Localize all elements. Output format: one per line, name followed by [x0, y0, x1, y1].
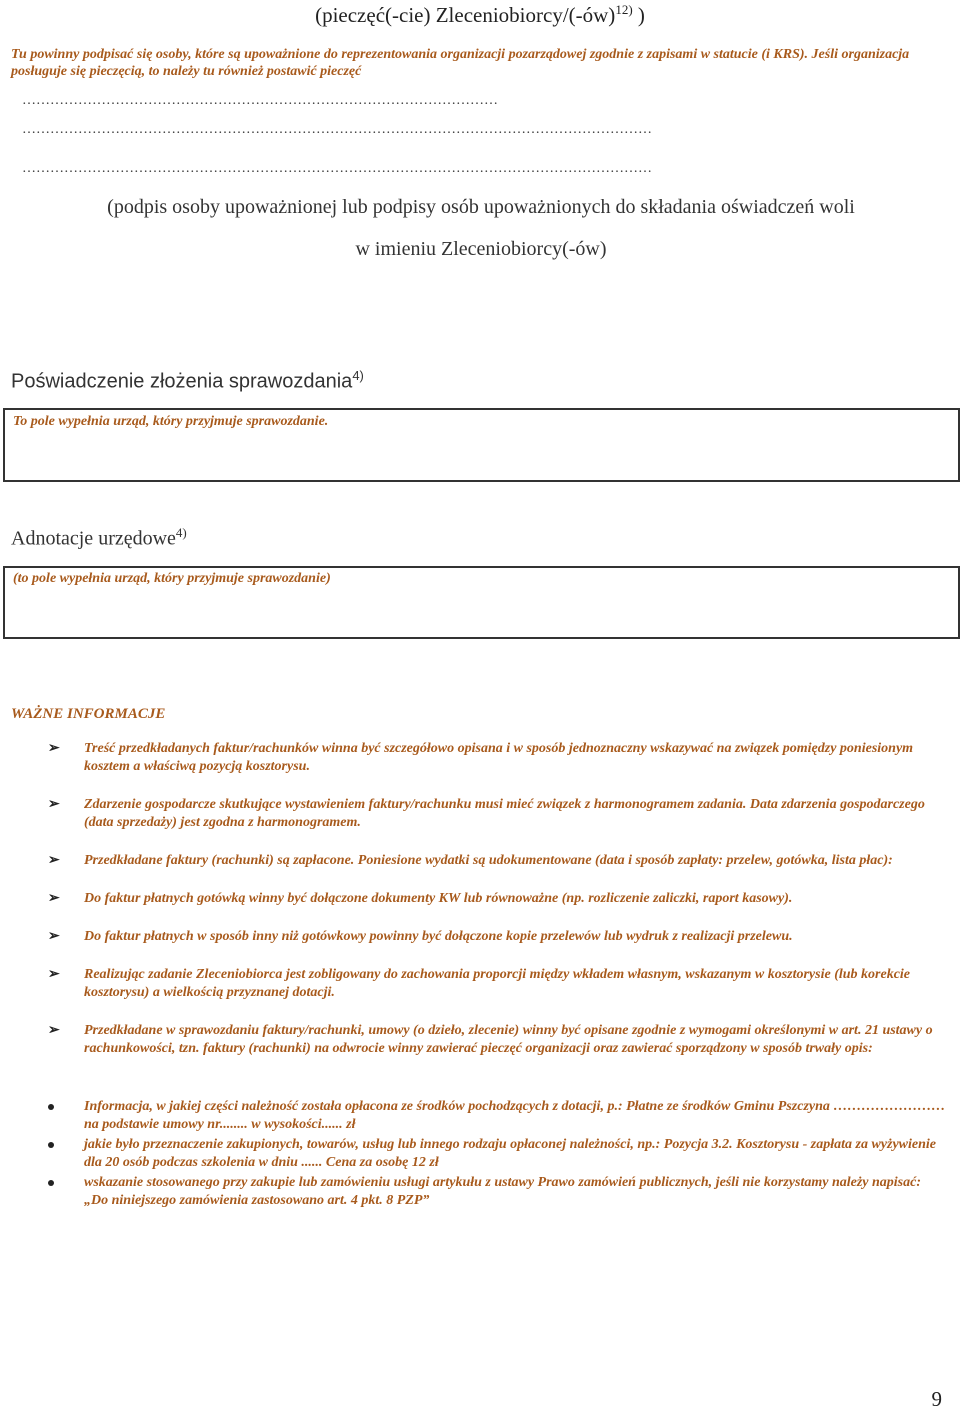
- annotations-box[interactable]: [3, 566, 960, 639]
- list-item: [48, 1174, 948, 1210]
- list-item: [48, 1136, 948, 1172]
- list-item-text: Zdarzenie gospodarcze skutkujące wystawieniem faktury/rachunku musi mieć związek z harmonogramem zadania. Data zdarzenia gospodarczego (data sprzedaży) jest zgodna z harmonogramem.: [84, 797, 925, 830]
- signature-label-line1: (podpis osoby upoważnionej lub podpisy osób upoważnionych do składania oświadczeń woli: [107, 196, 855, 218]
- signature-label-line2: w imieniu Zleceniobiorcy(-ów): [355, 238, 607, 260]
- list-item: [48, 890, 948, 908]
- annotations-title: [11, 525, 187, 551]
- list-item-text: Przedkładane w sprawozdaniu faktury/rachunki, umowy (o dzieło, zlecenie) winny być opisane zgodnie z wymogami określonymi w art. 21 ustawy o rachunkowości, tzn. faktury (rachunki) na odwrocie winny zawierać pieczęć organizacji oraz zawierać sporządzony w sposób trwały opis:: [84, 1023, 933, 1056]
- list-item-text: Informacja, w jakiej części należność została opłacona ze środków pochodzących z dotacji, p.: Płatne ze środków Gminu Pszczyna …………………… na podstawie umowy nr........ w wysokości...... zł: [84, 1099, 946, 1132]
- list-item: [48, 796, 948, 832]
- list-item: [48, 1098, 948, 1134]
- description-bullets: [48, 1098, 948, 1212]
- stamp-caption-close: ): [632, 3, 645, 27]
- dot-bullet-icon: [48, 1104, 54, 1110]
- annotations-title-text: Adnotacje urzędowe: [11, 527, 176, 550]
- certification-footnote-ref: 4): [352, 368, 364, 383]
- important-list: [48, 740, 948, 1078]
- arrow-bullet-icon: ➢: [48, 891, 60, 906]
- dot-bullet-icon: [48, 1180, 54, 1186]
- certification-title-text: Poświadczenie złożenia sprawozdania: [11, 370, 353, 393]
- list-item: [48, 852, 948, 870]
- dotted-line-1: …………………………………………………………………………………………: [22, 93, 498, 108]
- list-item-text: wskazanie stosowanego przy zakupie lub zamówieniu usługi artykułu z ustawy Prawo zamówień publicznych, jeśli nie korzystamy należy napisać: „Do niniejszego zamówienia zastosowano art. 4 pkt. 8 PZP”: [84, 1175, 922, 1208]
- list-item: [48, 740, 948, 776]
- list-item-text: jakie było przeznaczenie zakupionych, towarów, usług lub innego rodzaju opłaconej należności, np.: Pozycja 3.2. Kosztorysu - zapłata za wyżywienie dla 20 osób podczas szkolenia w dniu ...... Cena za osobę 12 zł: [84, 1137, 936, 1170]
- stamp-caption-text: (pieczęć(-cie) Zleceniobiorcy/(-ów): [315, 3, 616, 27]
- certification-title: [11, 368, 364, 394]
- page-number: 9: [931, 1387, 942, 1411]
- arrow-bullet-icon: ➢: [48, 853, 60, 868]
- arrow-bullet-icon: ➢: [48, 929, 60, 944]
- list-item-text: Do faktur płatnych w sposób inny niż gotówkowy powinny być dołączone kopie przelewów lub wydruk z realizacji przelewu.: [84, 929, 793, 944]
- dotted-line-2: ………………………………………………………………………………………………………………………: [22, 122, 652, 137]
- arrow-bullet-icon: ➢: [48, 797, 60, 812]
- signature-note: Tu powinny podpisać się osoby, które są upoważnione do reprezentowania organizacji pozarządowej zgodnie z zapisami w statucie (i KRS). Jeśli organizacja posługuje się pieczęcią, to należy tu również postawić pieczęć: [11, 47, 910, 79]
- list-item-text: Do faktur płatnych gotówką winny być dołączone dokumenty KW lub równoważne (np. rozliczenie zaliczki, raport kasowy).: [84, 891, 793, 906]
- arrow-bullet-icon: ➢: [48, 741, 60, 756]
- stamp-caption: [0, 2, 960, 28]
- list-item-text: Realizując zadanie Zleceniobiorca jest zobligowany do zachowania proporcji między wkładem własnym, wskazanym w kosztorysie (lub korekcie kosztorysu) a wielkością przyznanej dotacji.: [84, 967, 911, 1000]
- dotted-line-3: ………………………………………………………………………………………………………………………: [22, 161, 652, 176]
- list-item: [48, 928, 948, 946]
- certification-box[interactable]: [3, 408, 960, 482]
- important-title: WAŻNE INFORMACJE: [11, 706, 166, 722]
- dot-bullet-icon: [48, 1142, 54, 1148]
- certification-note: To pole wypełnia urząd, który przyjmuje sprawozdanie.: [13, 414, 329, 429]
- list-item: [48, 1022, 948, 1058]
- arrow-bullet-icon: ➢: [48, 1023, 60, 1038]
- list-item: [48, 966, 948, 1002]
- list-item-text: Przedkładane faktury (rachunki) są zapłacone. Poniesione wydatki są udokumentowane (data i sposób zapłaty: przelew, gotówka, lista płac):: [84, 853, 893, 868]
- annotations-note: (to pole wypełnia urząd, który przyjmuje sprawozdanie): [13, 571, 331, 586]
- list-item-text: Treść przedkładanych faktur/rachunków winna być szczegółowo opisana i w sposób jednoznaczny wskazywać na związek pomiędzy poniesionym kosztem a właściwą pozycją kosztorysu.: [84, 741, 914, 774]
- annotations-footnote-ref: 4): [175, 525, 187, 540]
- arrow-bullet-icon: ➢: [48, 967, 60, 982]
- stamp-footnote-ref: 12): [615, 2, 633, 17]
